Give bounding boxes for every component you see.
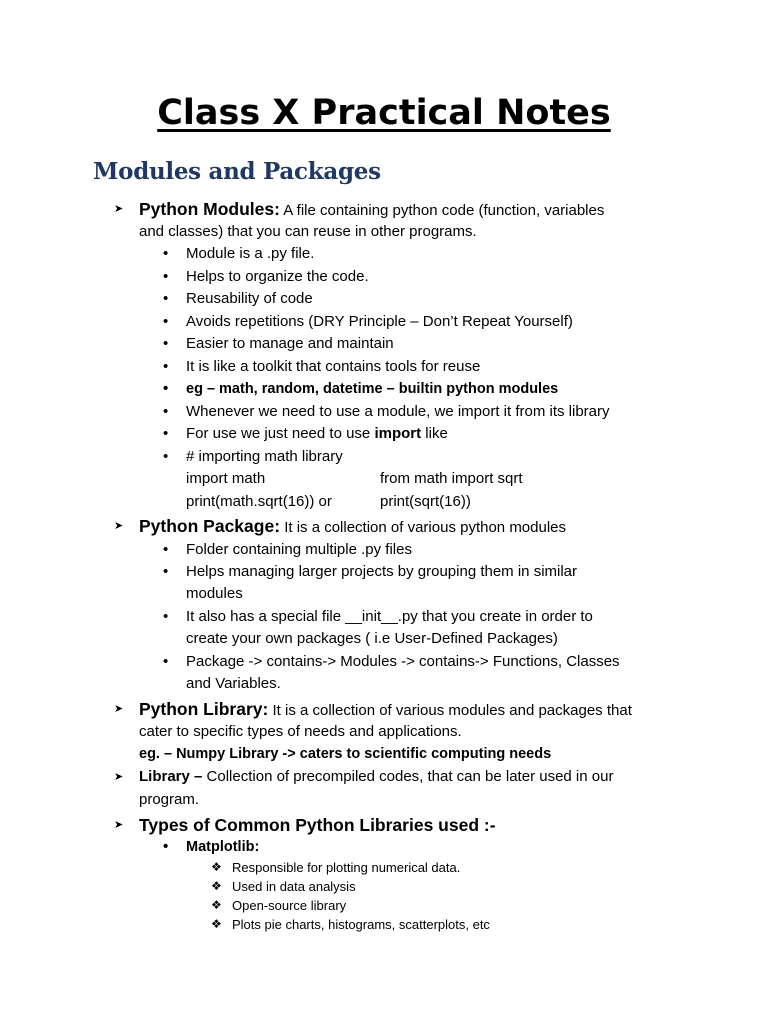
list-item	[163, 606, 706, 629]
dot-bullet-icon: •	[163, 268, 169, 285]
list-item-text: Package -> contains-> Modules -> contains-> Functions, Classes	[186, 653, 620, 670]
list-item	[163, 311, 706, 334]
list-item-text: Folder containing multiple .py files	[186, 541, 412, 558]
list-item-continuation: modules	[186, 585, 243, 602]
code-import-right: from math import sqrt	[380, 470, 523, 487]
library-term: Python Library:	[139, 699, 269, 719]
list-item-matplotlib	[163, 836, 706, 859]
dot-bullet-icon: •	[163, 313, 169, 330]
sub-list-item	[211, 896, 692, 915]
list-item-text: eg – math, random, datetime – builtin python modules	[186, 381, 559, 397]
library-def-section	[114, 766, 699, 789]
dot-bullet-icon: •	[163, 541, 169, 558]
list-item	[163, 401, 706, 424]
dot-bullet-icon: •	[163, 335, 169, 352]
types-section	[114, 814, 699, 839]
dot-bullet-icon: •	[163, 838, 169, 855]
modules-desc-line2: and classes) that you can reuse in other programs.	[139, 223, 477, 240]
sub-list-item-text: Used in data analysis	[232, 879, 356, 894]
sub-list-item-text: Responsible for plotting numerical data.	[232, 860, 461, 875]
dot-bullet-icon: •	[163, 403, 169, 420]
list-item	[163, 651, 706, 674]
dot-bullet-icon: •	[163, 448, 169, 465]
code-import-left: import math	[186, 470, 266, 487]
list-item	[163, 266, 706, 289]
sub-list-item-text: Open-source library	[232, 898, 347, 913]
list-item	[163, 288, 706, 311]
list-item-text: Helps managing larger projects by grouping them in similar	[186, 563, 578, 580]
diamond-star-bullet-icon: ❖	[211, 860, 222, 874]
library-desc-line1: It is a collection of various modules and packages that	[268, 702, 632, 719]
library-def-desc-line1: Collection of precompiled codes, that can be later used in our	[202, 768, 614, 785]
list-item	[163, 333, 706, 356]
dot-bullet-icon: •	[163, 608, 169, 625]
package-desc: It is a collection of various python modules	[280, 519, 567, 536]
dot-bullet-icon: •	[163, 245, 169, 262]
list-item	[163, 446, 706, 469]
arrowhead-bullet-icon: ➤	[114, 819, 124, 831]
package-section	[114, 515, 699, 540]
library-def-desc-line2: program.	[139, 791, 200, 808]
diamond-star-bullet-icon: ❖	[211, 879, 222, 893]
list-item	[163, 378, 706, 401]
sub-list-item	[211, 877, 692, 896]
diamond-star-bullet-icon: ❖	[211, 898, 222, 912]
list-item-text: Whenever we need to use a module, we import it from its library	[186, 403, 610, 420]
modules-desc-line1: A file containing python code (function, variables	[279, 202, 605, 219]
arrowhead-bullet-icon: ➤	[114, 520, 124, 532]
code-comment: # importing math library	[186, 448, 343, 465]
list-item	[163, 356, 706, 379]
sub-list-item	[211, 858, 692, 877]
dot-bullet-icon: •	[163, 358, 169, 375]
library-example: eg. – Numpy Library -> caters to scientific computing needs	[139, 746, 552, 762]
list-item	[163, 539, 706, 562]
dot-bullet-icon: •	[163, 425, 169, 442]
code-print-left: print(math.sqrt(16)) or	[186, 493, 332, 510]
arrowhead-bullet-icon: ➤	[114, 703, 124, 715]
dot-bullet-icon: •	[163, 380, 169, 397]
library-desc-line2: cater to specific types of needs and applications.	[139, 723, 462, 740]
list-item-text: Easier to manage and maintain	[186, 335, 394, 352]
list-item	[163, 423, 706, 446]
code-print-right: print(sqrt(16))	[380, 493, 471, 510]
list-item-text: Module is a .py file.	[186, 245, 315, 262]
list-item-text: Reusability of code	[186, 290, 313, 307]
dot-bullet-icon: •	[163, 563, 169, 580]
code-row-print	[186, 491, 706, 514]
diamond-star-bullet-icon: ❖	[211, 917, 222, 931]
sub-list-item	[211, 915, 692, 934]
dot-bullet-icon: •	[163, 653, 169, 670]
modules-term: Python Modules:	[139, 199, 280, 219]
list-item-text: Avoids repetitions (DRY Principle – Don’t Repeat Yourself)	[186, 313, 573, 330]
modules-section	[114, 198, 699, 223]
code-row-import	[186, 468, 706, 491]
page-title	[0, 92, 768, 134]
section-heading: Modules and Packages	[93, 158, 381, 185]
types-term: Types of Common Python Libraries used :-	[139, 815, 496, 835]
list-item-text: Helps to organize the code.	[186, 268, 369, 285]
use-prefix: For use we just need to use	[186, 425, 375, 442]
page-title-text: Class X Practical Notes	[157, 93, 611, 133]
arrowhead-bullet-icon: ➤	[114, 771, 124, 783]
list-item-continuation: create your own packages ( i.e User-Defined Packages)	[186, 630, 558, 647]
sub-list-item-text: Plots pie charts, histograms, scatterplots, etc	[232, 917, 490, 932]
dot-bullet-icon: •	[163, 290, 169, 307]
matplotlib-label: Matplotlib:	[186, 839, 260, 855]
import-keyword: import	[374, 425, 422, 442]
arrowhead-bullet-icon: ➤	[114, 203, 124, 215]
library-section	[114, 698, 699, 723]
list-item	[163, 243, 706, 266]
list-item-text: It also has a special file __init__.py that you create in order to	[186, 608, 593, 625]
use-suffix: like	[421, 425, 448, 442]
package-term: Python Package:	[139, 516, 281, 536]
list-item-continuation: and Variables.	[186, 675, 281, 692]
list-item-text: It is like a toolkit that contains tools for reuse	[186, 358, 481, 375]
library-def-term: Library –	[139, 768, 203, 785]
list-item	[163, 561, 706, 584]
